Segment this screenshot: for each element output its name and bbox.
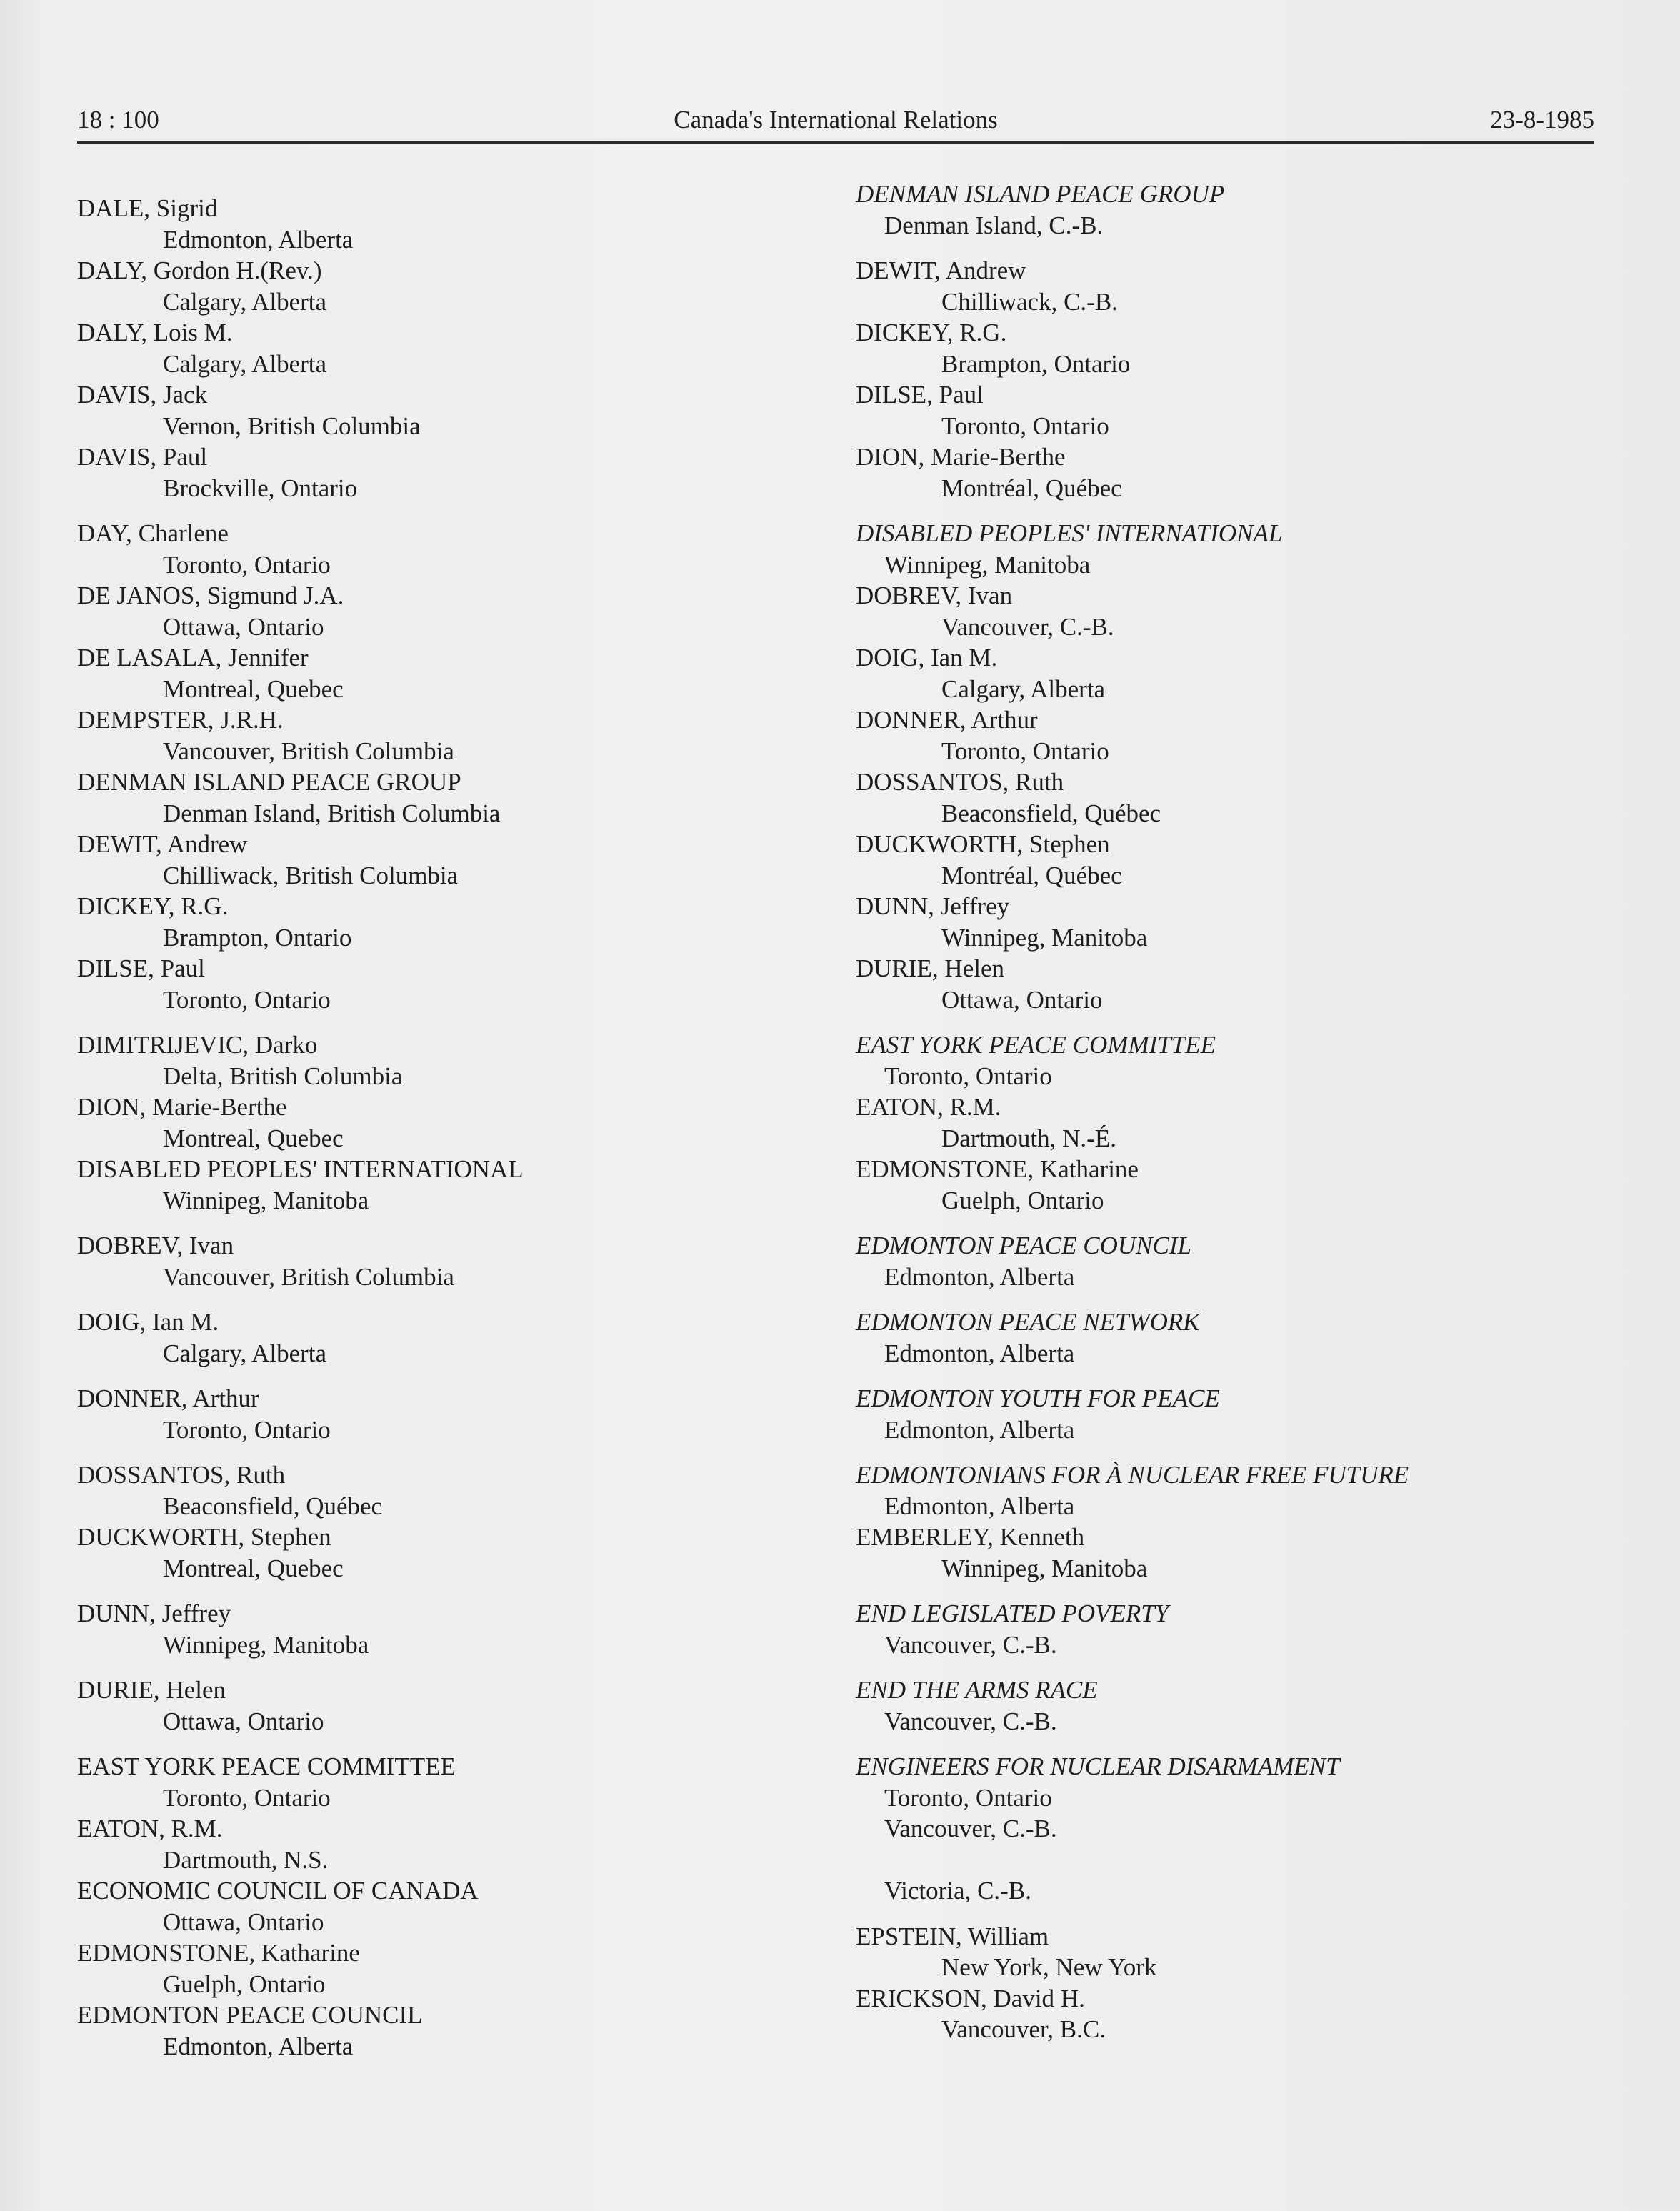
directory-entry [77, 1937, 834, 2000]
entry-name: ECONOMIC COUNCIL OF CANADA [77, 1877, 479, 1905]
directory-entry [856, 255, 1613, 317]
entry-name: DEWIT, Andrew [77, 830, 248, 858]
directory-entry [77, 1675, 834, 1737]
entry-name: DOBREV, Ivan [856, 582, 1013, 609]
entry-name: EDMONTON PEACE NETWORK [856, 1308, 1200, 1336]
entry-name: DEWIT, Andrew [856, 256, 1026, 284]
directory-entry [77, 317, 834, 379]
entry-name: DUNN, Jeffrey [856, 892, 1010, 920]
directory-entry [77, 2000, 834, 2062]
directory-entry [77, 1598, 834, 1660]
entry-location: Montreal, Quebec [163, 1554, 344, 1582]
entry-location: Toronto, Ontario [163, 550, 331, 579]
entry-name: DALY, Gordon H.(Rev.) [77, 256, 322, 284]
entry-name: DILSE, Paul [856, 381, 984, 409]
directory-entry [856, 1921, 1613, 1983]
entry-location: Toronto, Ontario [884, 1062, 1052, 1090]
entry-location: Toronto, Ontario [941, 737, 1109, 765]
entry-name: DENMAN ISLAND PEACE GROUP [856, 180, 1225, 208]
entry-location: Edmonton, Alberta [884, 1339, 1075, 1367]
directory-entry [856, 1522, 1613, 1584]
entry-location: Winnipeg, Manitoba [941, 923, 1148, 952]
entry-name: DENMAN ISLAND PEACE GROUP [77, 768, 461, 796]
entry-location: Montréal, Québec [941, 474, 1122, 502]
entry-name: DICKEY, R.G. [77, 892, 229, 920]
entry-name: DAVIS, Paul [77, 443, 208, 471]
directory-entry [77, 255, 834, 317]
entry-name: DEMPSTER, J.R.H. [77, 706, 284, 734]
entry-location: Ottawa, Ontario [163, 1907, 324, 1936]
entry-location: Vancouver, British Columbia [163, 737, 454, 765]
directory-entry [856, 891, 1613, 953]
entry-name: DICKEY, R.G. [856, 319, 1007, 346]
entry-name: ENGINEERS FOR NUCLEAR DISARMAMENT [856, 1752, 1340, 1780]
directory-entry [77, 829, 834, 891]
entry-name: EPSTEIN, William [856, 1922, 1049, 1950]
entry-location: Beaconsfield, Québec [163, 1492, 383, 1520]
directory-entry [77, 953, 834, 1015]
directory-entry [856, 1983, 1613, 2045]
entry-location: Toronto, Ontario [163, 985, 331, 1014]
entry-name: DONNER, Arthur [856, 706, 1038, 734]
entry-location: Ottawa, Ontario [163, 1707, 324, 1735]
entry-location: Vernon, British Columbia [163, 411, 421, 440]
entry-name: EAST YORK PEACE COMMITTEE [77, 1752, 456, 1780]
entry-location: Montreal, Quebec [163, 674, 344, 703]
directory-entry [77, 1029, 834, 1092]
entry-location: Brampton, Ontario [941, 349, 1131, 378]
entry-location: Winnipeg, Manitoba [163, 1630, 369, 1659]
directory-entry [856, 379, 1613, 441]
entry-name: DILSE, Paul [77, 954, 205, 982]
entry-location: Guelph, Ontario [941, 1186, 1104, 1214]
entry-location: Winnipeg, Manitoba [884, 550, 1091, 579]
directory-entry [77, 518, 834, 580]
entry-name: DE LASALA, Jennifer [77, 644, 309, 672]
directory-entry [856, 1230, 1613, 1292]
entry-location: Calgary, Alberta [163, 287, 327, 316]
entry-name: DURIE, Helen [856, 954, 1005, 982]
entry-location: Ottawa, Ontario [163, 612, 324, 641]
directory-entry [856, 1092, 1613, 1154]
entry-location: Edmonton, Alberta [884, 1415, 1075, 1444]
directory-entry [856, 1675, 1613, 1737]
publication-title: Canada's International Relations [674, 106, 998, 134]
entry-location: Chilliwack, C.-B. [941, 287, 1118, 316]
entry-location: Chilliwack, British Columbia [163, 861, 459, 889]
entry-location: Ottawa, Ontario [941, 985, 1103, 1014]
entry-name: DOBREV, Ivan [77, 1232, 234, 1259]
entry-name: DAVIS, Jack [77, 381, 208, 409]
entry-location: Calgary, Alberta [163, 1339, 327, 1367]
entry-location: Denman Island, British Columbia [163, 799, 501, 827]
entry-location: Beaconsfield, Québec [941, 799, 1161, 827]
directory-entry [856, 317, 1613, 379]
entry-location: Winnipeg, Manitoba [163, 1186, 369, 1214]
directory-entry [856, 1383, 1613, 1445]
directory-entry [77, 704, 834, 767]
entry-name: EDMONTON YOUTH FOR PEACE [856, 1384, 1220, 1412]
entry-name: EMBERLEY, Kenneth [856, 1523, 1085, 1551]
entry-name: DISABLED PEOPLES' INTERNATIONAL [77, 1155, 524, 1183]
entry-name: DAY, Charlene [77, 519, 229, 547]
directory-entry [77, 1230, 834, 1292]
directory-entry [856, 953, 1613, 1015]
directory-entry [77, 580, 834, 642]
directory-entry [856, 518, 1613, 580]
entry-location: Edmonton, Alberta [163, 2032, 354, 2060]
directory-entry [77, 1751, 834, 1813]
directory-entry [77, 1092, 834, 1154]
directory-entry [856, 1029, 1613, 1092]
left-column [77, 193, 834, 2062]
directory-entry [77, 767, 834, 829]
entry-location: Toronto, Ontario [163, 1415, 331, 1444]
entry-name: END LEGISLATED POVERTY [856, 1599, 1169, 1627]
directory-entry [77, 1459, 834, 1522]
entry-location: Brampton, Ontario [163, 923, 352, 952]
entry-location: Denman Island, C.-B. [884, 211, 1104, 239]
directory-entry [856, 179, 1613, 241]
entry-name: EATON, R.M. [77, 1815, 223, 1842]
entry-location: Brockville, Ontario [163, 474, 358, 502]
directory-entry [77, 1307, 834, 1369]
entry-name: EAST YORK PEACE COMMITTEE [856, 1031, 1216, 1059]
directory-entry [77, 1522, 834, 1584]
directory-entry [856, 767, 1613, 829]
entry-name: DURIE, Helen [77, 1676, 226, 1704]
entry-location: Calgary, Alberta [941, 674, 1106, 703]
page-header [77, 106, 1594, 144]
entry-location: Dartmouth, N.S. [163, 1845, 329, 1874]
entry-name: END THE ARMS RACE [856, 1676, 1098, 1704]
directory-entry [856, 1459, 1613, 1522]
entry-name: DION, Marie-Berthe [856, 443, 1066, 471]
entry-location: Edmonton, Alberta [884, 1262, 1075, 1291]
entry-name: DOSSANTOS, Ruth [77, 1461, 286, 1489]
page-reference: 18 : 100 [77, 106, 159, 134]
entry-location: Montréal, Québec [941, 861, 1122, 889]
directory-entry [856, 829, 1613, 891]
right-column [856, 179, 1613, 2045]
entry-name: DOSSANTOS, Ruth [856, 768, 1064, 796]
entry-spacer [856, 1845, 1613, 1876]
entry-location: Vancouver, B.C. [941, 2015, 1106, 2043]
entry-name: EDMONSTONE, Katharine [77, 1939, 360, 1967]
entry-location: Vancouver, C.-B. [884, 1707, 1057, 1735]
directory-entry [856, 642, 1613, 704]
directory-entry [77, 642, 834, 704]
entry-name: DUCKWORTH, Stephen [77, 1523, 331, 1551]
directory-entry [856, 704, 1613, 767]
entry-name: DALY, Lois M. [77, 319, 233, 346]
directory-entry [856, 1751, 1613, 1907]
entry-name: DISABLED PEOPLES' INTERNATIONAL [856, 519, 1283, 547]
entry-name: EATON, R.M. [856, 1093, 1001, 1121]
entry-name: EDMONTONIANS FOR À NUCLEAR FREE FUTURE [856, 1461, 1409, 1489]
entry-name: EDMONTON PEACE COUNCIL [856, 1232, 1191, 1259]
entry-name: DE JANOS, Sigmund J.A. [77, 582, 344, 609]
entry-name: ERICKSON, David H. [856, 1984, 1085, 2012]
entry-location: Vancouver, British Columbia [163, 1262, 454, 1291]
entry-location: Toronto, Ontario [941, 411, 1109, 440]
entry-name: EDMONTON PEACE COUNCIL [77, 2001, 423, 2029]
publication-date: 23-8-1985 [1490, 106, 1594, 134]
directory-entry [856, 1598, 1613, 1660]
directory-entry [856, 1154, 1613, 1216]
entry-name: DALE, Sigrid [77, 194, 218, 222]
directory-entry [77, 379, 834, 441]
entry-location: Edmonton, Alberta [884, 1492, 1075, 1520]
entry-location: New York, New York [941, 1953, 1157, 1981]
entry-location: Vancouver, C.-B. [884, 1630, 1057, 1659]
entry-name: DOIG, Ian M. [77, 1308, 219, 1336]
entry-location: Victoria, C.-B. [884, 1877, 1031, 1905]
directory-entry [77, 1875, 834, 1937]
entry-location: Dartmouth, N.-É. [941, 1124, 1116, 1152]
entry-name: DIMITRIJEVIC, Darko [77, 1031, 318, 1059]
directory-entry [77, 891, 834, 953]
entry-location: Edmonton, Alberta [163, 225, 354, 254]
entry-location: Toronto, Ontario [163, 1783, 331, 1812]
directory-entry [77, 1154, 834, 1216]
directory-entry [856, 1307, 1613, 1369]
entry-name: DION, Marie-Berthe [77, 1093, 287, 1121]
directory-entry [77, 441, 834, 504]
directory-entry [77, 193, 834, 255]
entry-location: Vancouver, C.-B. [941, 612, 1114, 641]
directory-entry [856, 580, 1613, 642]
directory-entry [77, 1813, 834, 1875]
entry-location: Winnipeg, Manitoba [941, 1554, 1148, 1582]
entry-location: Montreal, Quebec [163, 1124, 344, 1152]
entry-location: Toronto, Ontario [884, 1783, 1052, 1812]
entry-name: EDMONSTONE, Katharine [856, 1155, 1139, 1183]
directory-entry [77, 1383, 834, 1445]
entry-location: Vancouver, C.-B. [884, 1815, 1057, 1842]
entry-name: DONNER, Arthur [77, 1384, 259, 1412]
directory-entry [856, 441, 1613, 504]
entry-location: Calgary, Alberta [163, 349, 327, 378]
entry-location: Delta, British Columbia [163, 1062, 403, 1090]
entry-name: DUNN, Jeffrey [77, 1599, 231, 1627]
entry-location: Guelph, Ontario [163, 1970, 326, 1998]
entry-name: DOIG, Ian M. [856, 644, 998, 672]
entry-name: DUCKWORTH, Stephen [856, 830, 1110, 858]
